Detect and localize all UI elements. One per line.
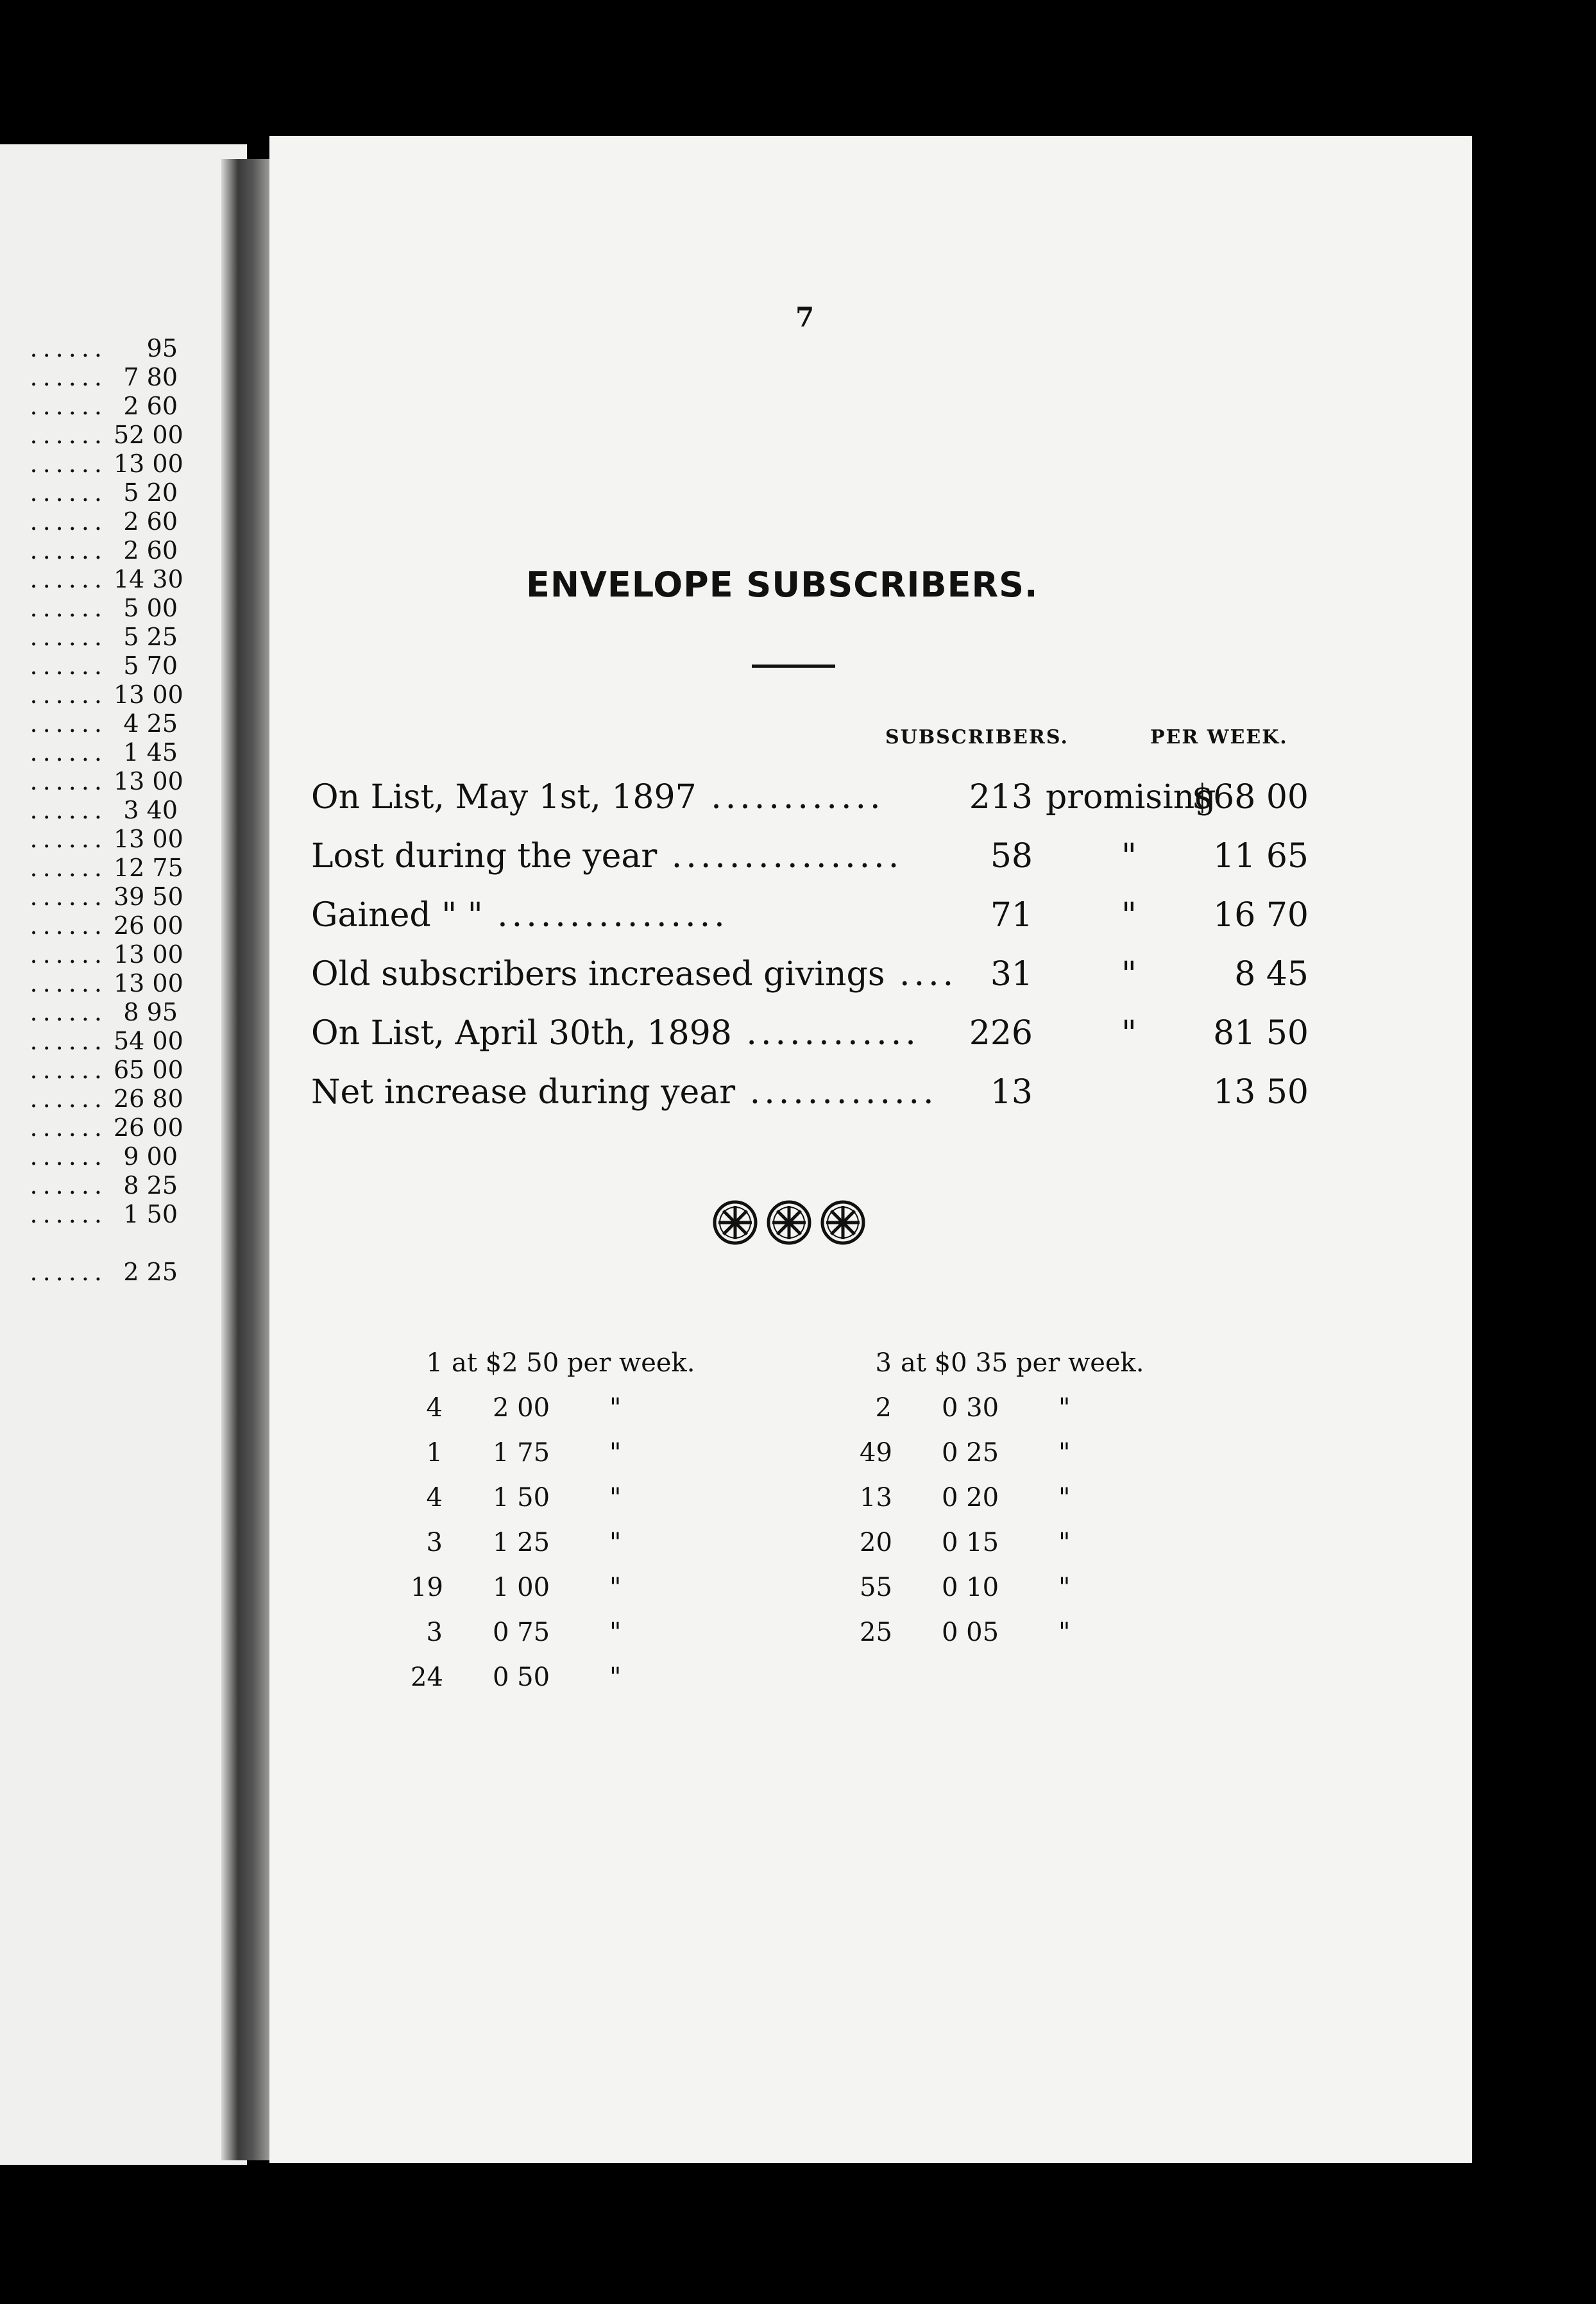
leader-dots: ............ [731,1014,920,1053]
ledger-row [30,940,183,969]
rate-count: 1 [426,1348,443,1378]
ledger-amount: 65 00 [114,1056,183,1084]
rate-value: at $0 35 per week. [901,1348,1144,1378]
ledger-row [30,680,183,709]
rate-value: 1 00 [493,1573,550,1602]
rate-value: 2 00 [493,1393,550,1423]
summary-label [311,950,957,999]
leader-dots: ................ [657,837,903,876]
summary-label [311,891,729,940]
ditto-mark: " [1121,896,1137,935]
ditto-mark: " [609,1663,622,1692]
rate-value: 0 75 [493,1618,550,1647]
title-rule [752,665,835,668]
ledger-row [30,622,178,652]
ledger-row [30,564,183,594]
leader-dots: ...... [30,594,107,622]
ledger-row [30,362,178,392]
rate-value: at $2 50 per week. [452,1348,695,1378]
rate-count: 19 [411,1573,443,1602]
rosette-icon [712,1199,758,1246]
ledger-amount: 13 00 [114,450,183,478]
summary-label-text: Gained " " [311,896,483,935]
column-header-subscribers: SUBSCRIBERS. [885,726,1069,749]
ledger-amount: 13 00 [114,940,183,969]
ditto-mark: " [1058,1393,1071,1423]
subscriber-count: 213 [969,778,1033,817]
leader-dots: ...... [30,623,107,651]
right-page [269,136,1472,2163]
ornament [712,1199,866,1246]
ledger-amount: 39 50 [114,883,183,911]
rate-count: 1 [426,1438,443,1468]
leader-dots: .... [885,955,958,994]
ledger-row [30,420,183,450]
rate-value: 0 05 [942,1618,999,1647]
ditto-mark: " [609,1573,622,1602]
rate-value: 1 75 [493,1438,550,1468]
leader-dots: ............. [735,1073,938,1112]
leader-dots: ...... [30,969,107,997]
subscriber-count: 226 [969,1014,1033,1053]
ledger-amount: 1 50 [123,1200,178,1228]
rate-value: 0 30 [942,1393,999,1423]
leader-dots: ...... [30,536,107,564]
ledger-amount: 26 00 [114,911,183,940]
leader-dots: ............ [696,778,885,817]
rate-count: 3 [426,1618,443,1647]
leader-dots: ...... [30,940,107,969]
rate-count: 3 [426,1528,443,1557]
leader-dots: ...... [30,363,107,391]
summary-row [311,891,1312,940]
summary-label [311,773,885,822]
ditto-mark: " [1058,1438,1071,1468]
ditto-mark: " [609,1393,622,1423]
rate-value: 0 25 [942,1438,999,1468]
rate-count: 25 [860,1618,892,1647]
ledger-row [30,1055,183,1085]
leader-dots: ...... [30,421,107,449]
ledger-row [30,911,183,940]
rate-value: 0 20 [942,1483,999,1512]
ledger-amount: 26 80 [114,1085,183,1113]
ledger-amount: 3 40 [123,796,178,824]
ledger-amount: 2 60 [123,536,178,564]
ledger-row [30,507,178,536]
rate-value: 1 50 [493,1483,550,1512]
ledger-amount: 13 00 [114,825,183,853]
ditto-mark: " [609,1618,622,1647]
summary-row [311,1009,1312,1058]
ledger-amount: 5 70 [123,652,178,680]
ledger-amount: 8 25 [123,1171,178,1199]
ledger-row [30,767,183,796]
rate-count: 55 [860,1573,892,1602]
ditto-mark: " [609,1438,622,1468]
leader-dots: ...... [30,565,107,593]
ledger-row [30,709,178,738]
ledger-amount: 2 60 [123,507,178,536]
weekly-amount: 81 50 [1213,1014,1309,1053]
leader-dots: ...... [30,883,107,911]
summary-label [311,1009,920,1058]
leader-dots: ...... [30,392,107,420]
ledger-row [30,795,178,825]
leader-dots: ...... [30,1258,107,1286]
ledger-row [30,738,178,767]
ledger-row [30,593,178,623]
rate-value: 0 50 [493,1663,550,1692]
ledger-row [30,1142,178,1171]
page-title: ENVELOPE SUBSCRIBERS. [526,564,1039,605]
subscriber-count: 13 [990,1073,1033,1112]
ledger-row [30,1113,183,1142]
summary-row [311,832,1312,881]
leader-dots: ...... [30,652,107,680]
weekly-amount: 13 50 [1213,1073,1309,1112]
summary-row [311,950,1312,999]
weekly-amount: 16 70 [1213,896,1309,935]
rate-value: 1 25 [493,1528,550,1557]
weekly-amount: $68 00 [1192,778,1309,817]
leader-dots: ...... [30,738,107,767]
subscriber-count: 31 [990,955,1033,994]
column-header-per-week: PER WEEK. [1150,726,1288,749]
subscriber-count: 58 [990,837,1033,876]
ledger-amount: 5 25 [123,623,178,651]
weekly-amount: 11 65 [1213,837,1309,876]
subscriber-count: 71 [990,896,1033,935]
leader-dots: ...... [30,998,107,1026]
rosette-icon [766,1199,812,1246]
ditto-mark: " [1121,1014,1137,1053]
ledger-row [30,478,178,507]
ledger-amount: 52 00 [114,421,183,449]
leader-dots: ...... [30,1114,107,1142]
rate-count: 49 [860,1438,892,1468]
rate-value: 0 15 [942,1528,999,1557]
rate-count: 24 [411,1663,443,1692]
ledger-amount: 12 75 [114,854,183,882]
rate-value: 0 10 [942,1573,999,1602]
ledger-amount: 4 25 [123,709,178,738]
leader-dots: ...... [30,854,107,882]
ledger-row [30,536,178,565]
leader-dots: ...... [30,681,107,709]
ledger-row [30,882,183,911]
ledger-row [30,1257,178,1287]
ledger-row [30,391,178,421]
ledger-amount: 54 00 [114,1027,183,1055]
leader-dots: ...... [30,1142,107,1171]
ledger-amount: 2 60 [123,392,178,420]
ledger-amount: 2 25 [123,1258,178,1286]
leader-dots: ...... [30,334,107,362]
rate-count: 20 [860,1528,892,1557]
rate-count: 4 [426,1483,443,1512]
summary-row [311,773,1312,822]
left-page [0,144,247,2165]
ledger-row [30,853,183,883]
rate-count: 4 [426,1393,443,1423]
ledger-amount: 14 30 [114,565,183,593]
ledger-row [30,1171,178,1200]
leader-dots: ...... [30,1085,107,1113]
ditto-mark: " [1121,837,1137,876]
leader-dots: ...... [30,450,107,478]
rate-count: 3 [875,1348,892,1378]
summary-label-text: On List, May 1st, 1897 [311,778,697,817]
ditto-mark: " [609,1528,622,1557]
summary-label [311,832,903,881]
ledger-amount: 7 80 [123,363,178,391]
ledger-row [30,1084,183,1114]
ditto-mark: " [1058,1618,1071,1647]
leader-dots: ...... [30,709,107,738]
summary-row [311,1068,1312,1117]
ledger-amount: 26 00 [114,1114,183,1142]
ledger-amount: 9 00 [123,1142,178,1171]
ledger-amount: 1 45 [123,738,178,767]
ledger-amount: 5 20 [123,479,178,507]
weekly-amount: 8 45 [1234,955,1309,994]
ledger-row [30,1026,183,1056]
ditto-mark: " [609,1483,622,1512]
ditto-mark: " [1121,955,1137,994]
ditto-mark: " [1058,1573,1071,1602]
ledger-amount: 8 95 [123,998,178,1026]
summary-label-text: Net increase during year [311,1073,736,1112]
page-number: 7 [795,301,815,333]
ditto-mark: " [1058,1483,1071,1512]
leader-dots: ...... [30,479,107,507]
leader-dots: ...... [30,1171,107,1199]
leader-dots: ...... [30,507,107,536]
leader-dots: ...... [30,1027,107,1055]
ledger-row [30,449,183,479]
leader-dots: ...... [30,796,107,824]
rate-count: 2 [875,1393,892,1423]
summary-label-text: Old subscribers increased givings [311,955,885,994]
ledger-amount: 13 00 [114,681,183,709]
ditto-mark: " [1058,1528,1071,1557]
ledger-row [30,651,178,681]
rate-count: 13 [860,1483,892,1512]
summary-label [311,1068,938,1117]
ledger-amount: 13 00 [114,767,183,795]
ledger-row [30,997,178,1027]
ledger-row [30,1199,178,1229]
ledger-row [30,969,183,998]
leader-dots: ...... [30,767,107,795]
summary-label-text: On List, April 30th, 1898 [311,1014,732,1053]
summary-label-text: Lost during the year [311,837,658,876]
leader-dots: ................ [482,896,729,935]
ledger-row [30,334,178,363]
promising-label: promising [1046,778,1216,817]
rosette-icon [820,1199,866,1246]
leader-dots: ...... [30,911,107,940]
leader-dots: ...... [30,1200,107,1228]
ledger-amount: 95 [146,334,178,362]
ledger-row [30,824,183,854]
leader-dots: ...... [30,825,107,853]
ledger-amount: 13 00 [114,969,183,997]
ledger-amount: 5 00 [123,594,178,622]
book-gutter [221,159,269,2160]
leader-dots: ...... [30,1056,107,1084]
